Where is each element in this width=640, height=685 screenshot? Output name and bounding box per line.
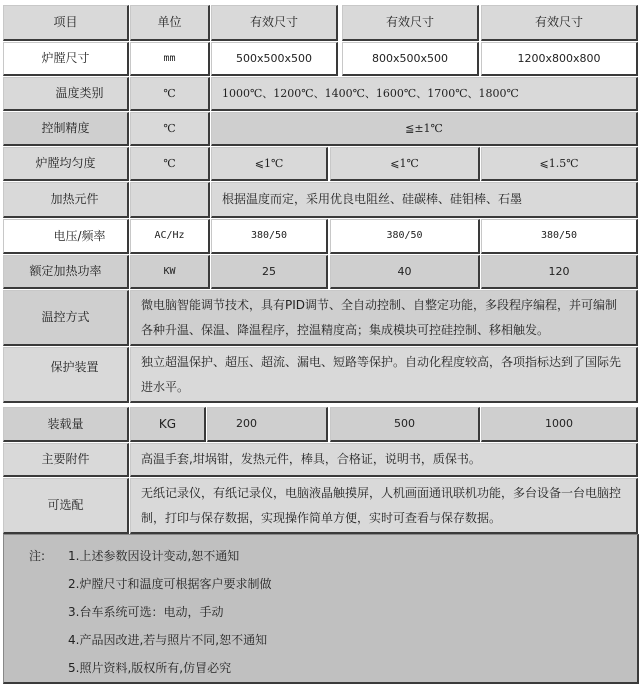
value-load-2 bbox=[330, 407, 480, 442]
value-voltage-1 bbox=[211, 219, 328, 254]
value-chamber-size-1 bbox=[211, 42, 338, 76]
unit-chamber-size bbox=[130, 42, 210, 76]
value-chamber-size-2 bbox=[342, 42, 479, 76]
cell-value: 高温手套,坩埚钳，发热元件，棒具，合格证，说明书，质保书。 bbox=[141, 452, 481, 467]
cell-value: 120 bbox=[548, 264, 570, 278]
unit-temp-class bbox=[130, 77, 210, 111]
value-voltage-2 bbox=[330, 219, 480, 254]
unit-value: KW bbox=[163, 265, 176, 277]
cell-value: 800x500x500 bbox=[371, 51, 448, 65]
cell-value: ⩽1.5℃ bbox=[539, 156, 579, 170]
unit-control-precision bbox=[130, 112, 210, 146]
value-power-2 bbox=[330, 255, 480, 289]
unit-value: KG bbox=[158, 416, 177, 431]
row-label-accessories bbox=[3, 443, 129, 477]
cell-value: 40 bbox=[397, 264, 412, 278]
notes-label: 注: bbox=[29, 549, 46, 563]
row-label: 额定加热功率 bbox=[29, 264, 102, 279]
value-accessories bbox=[130, 443, 638, 477]
unit-load bbox=[130, 407, 206, 442]
value-uniformity-2 bbox=[330, 147, 480, 181]
unit-value: AC/Hz bbox=[154, 230, 185, 241]
cell-value: 1200x800x800 bbox=[517, 51, 601, 65]
row-label: 温控方式 bbox=[41, 310, 90, 325]
cell-value: 独立超温保护、超压、超流、漏电、短路等保护。自动化程度较高，各项指标达到了国际先进水平。 bbox=[141, 354, 622, 394]
cell-value: ⩽1℃ bbox=[390, 156, 419, 170]
cell-value: 根据温度而定，采用优良电阻丝、硅碳棒、硅钼棒、石墨 bbox=[222, 192, 523, 207]
note-item: 3.台车系统可选：电动，手动 bbox=[68, 605, 224, 619]
row-label-temp-class bbox=[3, 77, 129, 111]
unit-heating-element bbox=[130, 182, 210, 218]
header-unit-label: 单位 bbox=[157, 15, 182, 30]
note-item: 1.上述参数因设计变动,恕不通知 bbox=[68, 549, 240, 563]
cell-value: ≦±1℃ bbox=[405, 121, 443, 135]
row-label-protection bbox=[3, 347, 129, 403]
cell-value: 无纸记录仪，有纸记录仪，电脑液晶触摸屏，人机画面通讯联机功能，多台设备一台电脑控制，打印与保存数据，实现操作简单方便，实时可查看与保存数据。 bbox=[141, 485, 622, 525]
value-power-3 bbox=[481, 255, 638, 289]
header-size-label: 有效尺寸 bbox=[385, 15, 434, 30]
row-label-optional bbox=[3, 478, 129, 534]
row-label-uniformity bbox=[3, 147, 129, 181]
value-heating-element bbox=[211, 182, 638, 218]
unit-power bbox=[130, 255, 210, 289]
value-optional bbox=[130, 478, 638, 534]
value-protection bbox=[130, 347, 638, 403]
cell-value: 1000℃、1200℃、1400℃、1600℃、1700℃、1800℃ bbox=[222, 86, 519, 100]
row-label: 可选配 bbox=[47, 498, 84, 513]
cell-value: 380/50 bbox=[386, 230, 423, 241]
header-size-3 bbox=[481, 5, 638, 41]
header-unit bbox=[130, 5, 210, 41]
row-label-power bbox=[3, 255, 129, 289]
note-item: 5.照片资料,版权所有,仿冒必究 bbox=[68, 661, 232, 675]
value-chamber-size-3 bbox=[481, 42, 638, 76]
unit-uniformity bbox=[130, 147, 210, 181]
row-label: 装载量 bbox=[47, 416, 84, 431]
value-uniformity-1 bbox=[211, 147, 328, 181]
header-size-1 bbox=[211, 5, 338, 41]
header-item-label: 项目 bbox=[53, 15, 78, 30]
header-size-2 bbox=[342, 5, 479, 41]
row-label: 温度类别 bbox=[55, 86, 104, 101]
note-item: 2.炉膛尺寸和温度可根据客户要求制做 bbox=[68, 577, 272, 591]
notes-panel bbox=[3, 534, 639, 684]
cell-value: 1000 bbox=[545, 417, 573, 431]
row-label: 加热元件 bbox=[50, 192, 99, 207]
header-size-label: 有效尺寸 bbox=[534, 15, 583, 30]
row-label-temp-control bbox=[3, 290, 129, 346]
cell-value: ⩽1℃ bbox=[254, 156, 284, 170]
unit-value: mm bbox=[163, 52, 176, 64]
value-load-3 bbox=[481, 407, 638, 442]
value-control-precision bbox=[211, 112, 638, 146]
unit-value: ℃ bbox=[163, 86, 176, 100]
row-label: 主要附件 bbox=[41, 452, 90, 467]
value-power-1 bbox=[211, 255, 328, 289]
row-label-control-precision bbox=[3, 112, 129, 146]
note-item: 4.产品因改进,若与照片不同,恕不通知 bbox=[68, 633, 268, 647]
cell-value: 微电脑智能调节技术，具有PID调节、全自动控制、自整定功能，多段程序编程，并可编制各种升温、保温、降温程序，控温精度高；集成模块可控硅控制、移相触发。 bbox=[141, 297, 618, 337]
value-temp-class bbox=[211, 77, 638, 111]
row-label-voltage bbox=[3, 219, 129, 254]
unit-voltage bbox=[130, 219, 210, 254]
unit-value: ℃ bbox=[163, 156, 176, 170]
row-label: 炉膛尺寸 bbox=[41, 51, 90, 66]
cell-value: 25 bbox=[262, 264, 276, 278]
header-size-label: 有效尺寸 bbox=[249, 15, 298, 30]
value-uniformity-3 bbox=[481, 147, 638, 181]
value-temp-control bbox=[130, 290, 638, 346]
row-label: 控制精度 bbox=[41, 121, 90, 136]
value-load-1 bbox=[207, 407, 328, 442]
row-label-heating-element bbox=[3, 182, 129, 218]
row-label: 电压/频率 bbox=[53, 228, 106, 243]
row-label: 炉膛均匀度 bbox=[35, 156, 96, 171]
header-item bbox=[3, 5, 129, 41]
value-voltage-3 bbox=[481, 219, 638, 254]
cell-value: 500 bbox=[394, 417, 415, 431]
row-label-load bbox=[3, 407, 129, 442]
cell-value: 500x500x500 bbox=[235, 51, 312, 65]
row-label: 保护装置 bbox=[50, 360, 99, 374]
cell-value: 380/50 bbox=[250, 230, 288, 241]
cell-value: 380/50 bbox=[540, 230, 578, 241]
cell-value: 200 bbox=[236, 417, 257, 431]
row-label-chamber-size bbox=[3, 42, 129, 76]
unit-value: ℃ bbox=[163, 121, 176, 135]
